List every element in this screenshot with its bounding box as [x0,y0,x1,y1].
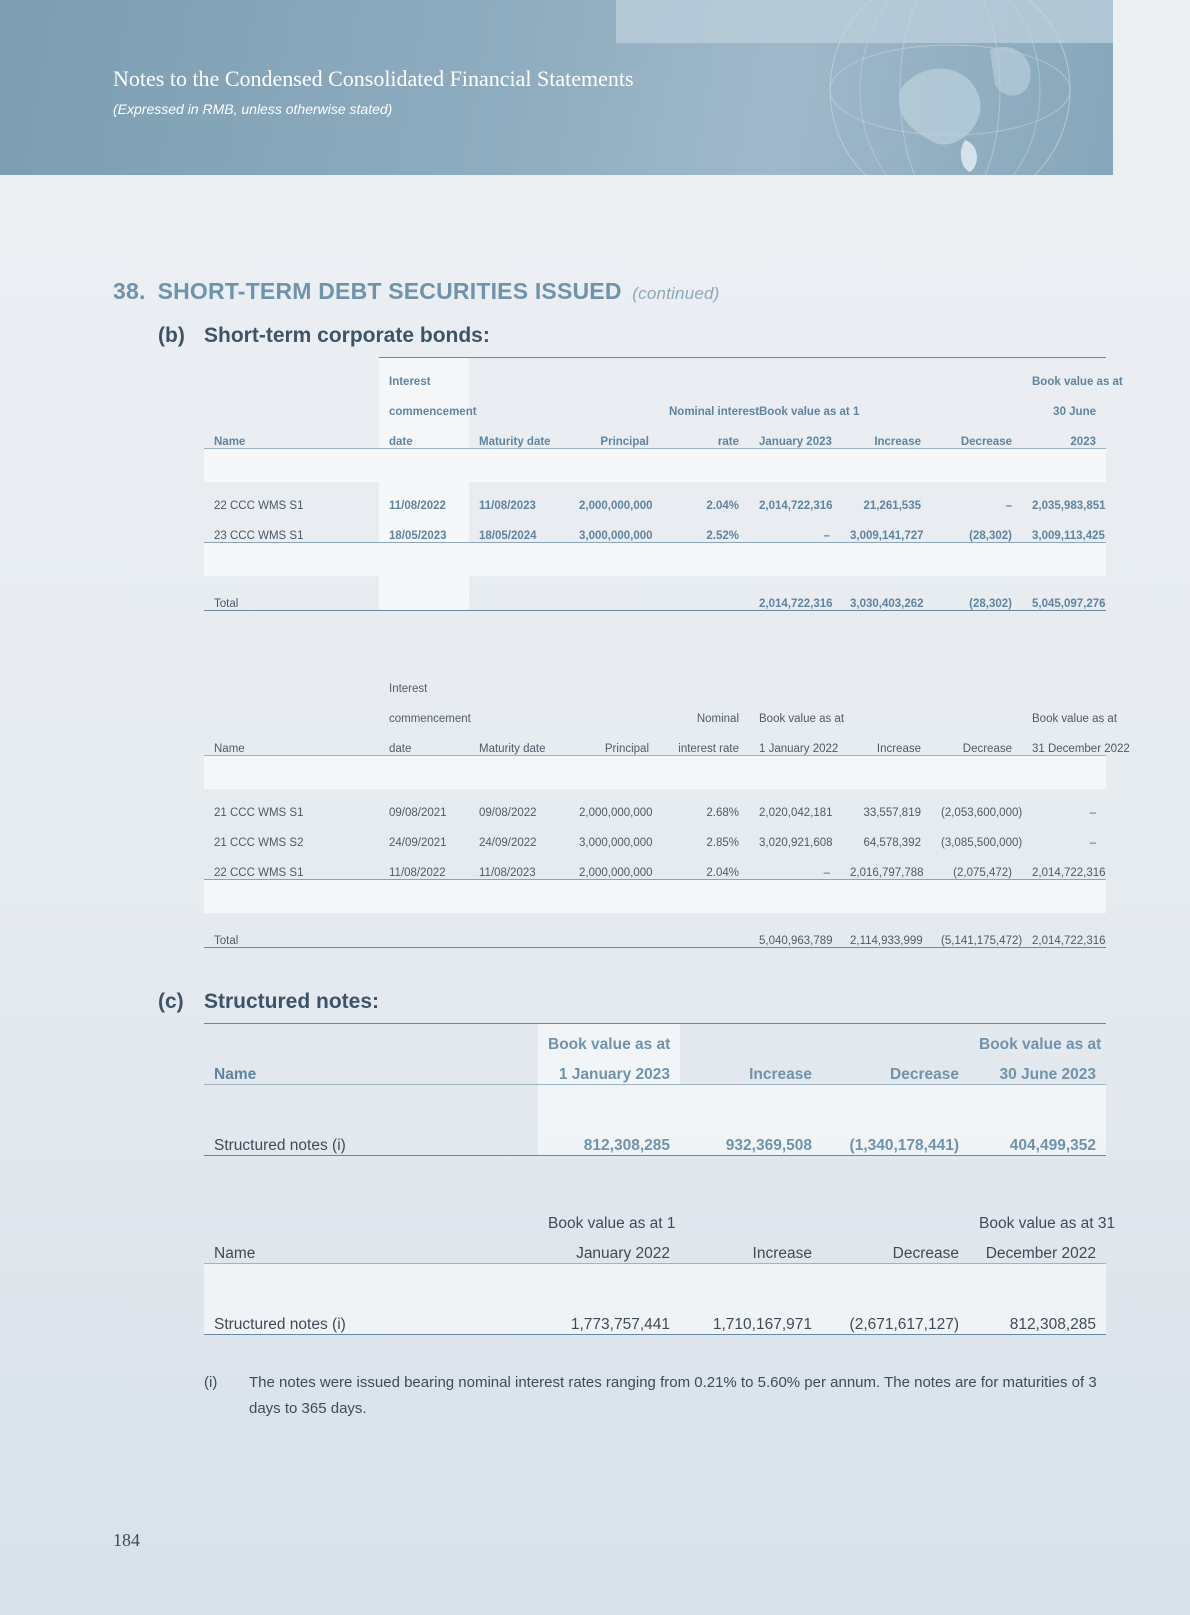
header-closing-1: Book value as at [969,1024,1106,1055]
row-opening: 812,308,285 [538,1119,680,1156]
section-continued: (continued) [632,284,720,303]
row-name: 21 CCC WMS S1 [214,807,304,819]
header-rate-1: Nominal interest [669,406,760,418]
header-name: Name [204,725,379,756]
page-header-title: Notes to the Condensed Consolidated Financial Statements [113,66,634,91]
row-rate: 2.04% [706,500,739,512]
header-opening-2: 1 January 2022 [749,725,840,756]
row-name: Structured notes (i) [204,1119,538,1156]
row-name: 22 CCC WMS S1 [204,849,379,880]
row-commencement: 09/08/2021 [389,807,447,819]
footnote-text: The notes were issued bearing nominal interest rates ranging from 0.21% to 5.60% per annum. The notes are for maturities of 3 days to 365 days. [249,1374,1097,1417]
table-row [204,789,1106,819]
total-closing: 5,045,097,276 [1022,576,1106,611]
row-increase: 3,009,141,727 [840,512,931,543]
header-name: Name [204,1054,538,1085]
header-maturity: Maturity date [469,725,569,756]
total-row [204,913,1106,948]
row-name: 23 CCC WMS S1 [204,512,379,543]
row-closing: 404,499,352 [969,1119,1106,1156]
total-decrease: (5,141,175,472) [931,913,1022,948]
header-banner [0,0,1113,175]
row-rate: 2.04% [659,849,749,880]
header-closing-2: 31 December 2022 [1022,725,1106,756]
row-maturity: 11/08/2023 [469,849,569,880]
header-principal: Principal [569,418,659,449]
header-decrease: Decrease [822,1233,969,1264]
header-rate-2: rate [659,418,749,449]
header-rate-1: Nominal [696,713,739,725]
page-header-subtitle: (Expressed in RMB, unless otherwise stated) [113,101,393,117]
row-increase: 1,710,167,971 [680,1298,822,1335]
header-increase: Increase [680,1233,822,1264]
notes-table-2023 [204,1023,1106,1156]
header-opening-1: Book value as at 1 [548,1215,676,1232]
header-name: Name [204,1233,538,1264]
header-closing-1: Book value as at [1022,358,1106,389]
row-maturity: 09/08/2022 [479,807,537,819]
header-opening-2: January 2023 [749,418,840,449]
row-principal: 3,000,000,000 [569,512,659,543]
header-increase: Increase [840,418,931,449]
header-commencement-3: date [379,418,469,449]
row-maturity: 24/09/2022 [479,837,537,849]
notes-heading [158,990,379,1014]
row-rate: 2.85% [706,837,739,849]
row-opening: 2,014,722,316 [759,500,833,512]
footnote-index: (i) [204,1374,218,1391]
row-decrease: (3,085,500,000) [941,837,1023,849]
page-number: 184 [113,1530,140,1550]
header-decrease: Decrease [931,725,1022,756]
header-opening-1: Book value as at [759,713,845,725]
header-closing-2: December 2022 [969,1233,1106,1264]
total-label: Total [204,576,379,611]
row-increase: 2,016,797,788 [840,849,931,880]
row-name: Structured notes (i) [204,1298,538,1335]
header-closing-1: Book value as at [1032,713,1118,725]
bonds-heading [158,324,490,348]
row-name: 21 CCC WMS S2 [214,837,304,849]
row-principal: 3,000,000,000 [579,837,653,849]
total-row [204,576,1106,611]
row-decrease: (2,671,617,127) [822,1298,969,1335]
row-closing: 2,035,983,851 [1032,500,1106,512]
row-commencement: 18/05/2023 [379,512,469,543]
bonds-title: Short-term corporate bonds: [204,324,490,347]
header-commencement-2: commencement [389,713,471,725]
row-opening: 1,773,757,441 [538,1298,680,1335]
row-opening: – [749,849,840,880]
row-decrease: – [1005,500,1012,512]
row-increase: 64,578,392 [863,837,921,849]
header-rate-2: interest rate [659,725,749,756]
total-opening: 5,040,963,789 [749,913,840,948]
table-row [204,482,1106,512]
row-closing: 812,308,285 [969,1298,1106,1335]
total-increase: 2,114,933,999 [840,913,931,948]
row-maturity: 18/05/2024 [469,512,569,543]
row-increase: 33,557,819 [863,807,921,819]
bonds-table-2022 [204,665,1130,948]
total-opening: 2,014,722,316 [749,576,840,611]
header-opening-2: 1 January 2023 [538,1054,680,1085]
row-increase: 21,261,535 [863,500,921,512]
header-closing-3: 2023 [1022,418,1106,449]
total-label: Total [204,913,379,948]
header-maturity: Maturity date [469,418,569,449]
row-commencement: 24/09/2021 [389,837,447,849]
header-decrease: Decrease [822,1054,969,1085]
row-maturity: 11/08/2023 [479,500,536,512]
row-opening: 3,020,921,608 [759,837,833,849]
section-number: 38. [113,278,146,304]
notes-label: (c) [158,990,184,1013]
bonds-label: (b) [158,324,185,347]
header-decrease: Decrease [931,418,1022,449]
section-title [113,278,720,305]
footnote [204,1370,1106,1422]
table-row [204,849,1106,880]
header-opening-1: Book value as at 1 [759,406,860,418]
row-closing: 2,014,722,316 [1022,849,1106,880]
header-commencement-3: date [379,725,469,756]
row-commencement: 11/08/2022 [379,482,469,512]
row-commencement: 11/08/2022 [379,849,469,880]
bonds-table-2023 [204,357,1123,611]
total-closing: 2,014,722,316 [1022,913,1106,948]
row-closing: 3,009,113,425 [1022,512,1106,543]
row-principal: 2,000,000,000 [569,849,659,880]
total-decrease: (28,302) [931,576,1022,611]
header-commencement-1: Interest [389,683,428,695]
row-opening: – [749,512,840,543]
row-decrease: (1,340,178,441) [822,1119,969,1156]
row-rate: 2.68% [706,807,739,819]
row-increase: 932,369,508 [680,1119,822,1156]
row-opening: 2,020,042,181 [759,807,833,819]
row-decrease: (28,302) [931,512,1022,543]
globe-graphic [780,0,1113,175]
row-decrease: (2,053,600,000) [941,807,1023,819]
header-closing-2: 30 June [1053,406,1096,418]
header-commencement-2: commencement [379,388,469,418]
header-closing-2: 30 June 2023 [969,1054,1106,1085]
total-increase: 3,030,403,262 [840,576,931,611]
header-increase: Increase [680,1054,822,1085]
row-closing: – [1089,837,1096,849]
row-closing: – [1089,807,1096,819]
notes-title: Structured notes: [204,990,380,1013]
header-principal: Principal [569,725,659,756]
header-opening-1: Book value as at [538,1024,680,1055]
row-rate: 2.52% [659,512,749,543]
section-title-text: SHORT-TERM DEBT SECURITIES ISSUED [157,278,622,304]
row-principal: 2,000,000,000 [579,500,653,512]
row-decrease: (2,075,472) [931,849,1022,880]
table-row [204,1119,1106,1156]
header-opening-2: January 2022 [538,1233,680,1264]
table-row [204,1298,1106,1335]
table-row [204,512,1106,543]
row-name: 22 CCC WMS S1 [214,500,304,512]
row-principal: 2,000,000,000 [579,807,653,819]
table-row [204,819,1106,849]
header-commencement-1: Interest [379,358,469,389]
header-increase: Increase [840,725,931,756]
header-name: Name [204,418,379,449]
header-closing-1: Book value as at 31 [979,1215,1116,1232]
notes-table-2022 [204,1203,1116,1335]
